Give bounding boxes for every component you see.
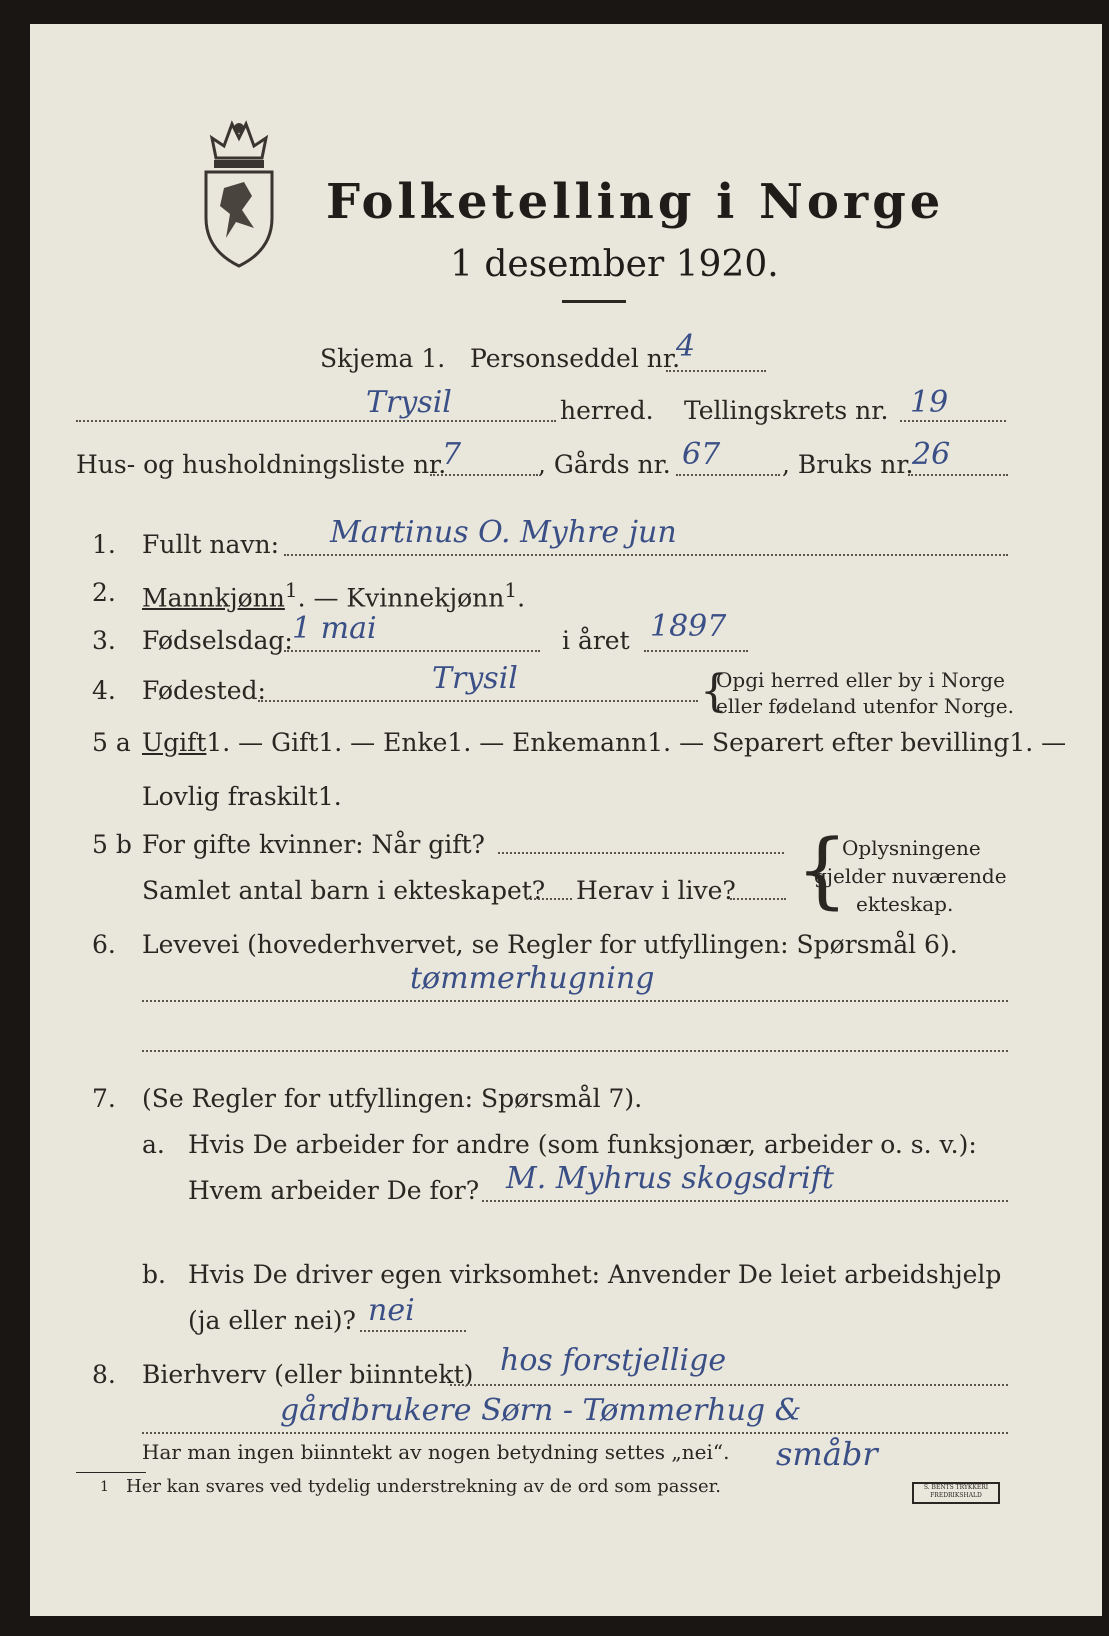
bruks-value[interactable]: 26	[912, 437, 951, 472]
hus-value[interactable]: 7	[442, 437, 462, 472]
printer-stamp	[912, 1482, 1000, 1504]
q7a-question: Hvem arbeider De for?	[188, 1176, 480, 1205]
herred-label: herred.	[560, 396, 654, 425]
q6-number: 6.	[92, 930, 116, 959]
q4-note-line2: eller fødeland utenfor Norge.	[716, 694, 1014, 718]
q8-line2	[142, 1432, 1008, 1434]
q5b-children-line	[526, 898, 572, 900]
q7b-question: (ja eller nei)?	[188, 1306, 356, 1335]
personseddel-value[interactable]: 4	[676, 329, 696, 364]
q5a-line2[interactable]: Lovlig fraskilt1.	[142, 782, 342, 811]
herred-line	[76, 420, 556, 422]
q7b-value[interactable]: nei	[368, 1293, 415, 1328]
q5a-other-options[interactable]: 1. — Gift1. — Enke1. — Enkemann1. — Separert efter bevilling1. —	[206, 728, 1067, 757]
skjema-label: Skjema 1.	[320, 344, 446, 373]
q5b-line1	[498, 852, 784, 854]
q6-label: Levevei (hovederhvervet, se Regler for utfyllingen: Spørsmål 6).	[142, 930, 958, 959]
footnote-rule	[76, 1472, 146, 1473]
gards-value[interactable]: 67	[682, 437, 721, 472]
q8-number: 8.	[92, 1360, 116, 1389]
footnote-mark: 1	[284, 578, 298, 602]
q7a-line	[482, 1200, 1008, 1202]
q5a-number: 5 a	[92, 728, 131, 757]
q3-line	[284, 650, 540, 652]
gards-line	[676, 474, 780, 476]
q7a-value[interactable]: M. Myhrus skogsdrift	[506, 1161, 834, 1196]
q8-value-line2[interactable]: gårdbrukere Sørn - Tømmerhug &	[280, 1393, 802, 1428]
census-date: 1 desember 1920.	[450, 244, 779, 285]
q4-label: Fødested:	[142, 676, 266, 705]
q3-value[interactable]: 1 mai	[292, 611, 377, 646]
q2-end: .	[517, 583, 526, 613]
q8-note: Har man ingen biinntekt av nogen betydning settes „nei“.	[142, 1440, 730, 1464]
q4-value[interactable]: Trysil	[432, 661, 518, 696]
q5b-note1: Oplysningene	[842, 836, 981, 860]
bruks-line	[908, 474, 1008, 476]
q5b-number: 5 b	[92, 830, 132, 859]
personseddel-label: Personseddel nr.	[470, 344, 681, 373]
q3-number: 3.	[92, 626, 116, 655]
q4-number: 4.	[92, 676, 116, 705]
footnote-text: Her kan svares ved tydelig understrekning av de ord som passer.	[126, 1476, 721, 1497]
q6-line1	[142, 1000, 1008, 1002]
q7b-line	[360, 1330, 466, 1332]
footnote-mark: 1	[100, 1479, 109, 1495]
bruks-label: , Bruks nr.	[782, 450, 914, 479]
tellingskrets-value[interactable]: 19	[910, 385, 949, 420]
coat-of-arms-icon	[196, 118, 282, 270]
q5b-note3: ekteskap.	[856, 892, 954, 916]
q5b-alive-label: Herav i live?	[576, 876, 736, 905]
q6-line2	[142, 1050, 1008, 1052]
q5b-label: For gifte kvinner: Når gift?	[142, 830, 485, 859]
q7b-letter: b.	[142, 1260, 166, 1289]
q2-number: 2.	[92, 578, 116, 607]
census-form	[30, 24, 1102, 1616]
option-mannkjonn[interactable]: Mannkjønn	[142, 583, 285, 613]
q8-line1	[450, 1384, 1008, 1386]
divider	[562, 300, 626, 303]
form-title: Folketelling i Norge	[326, 174, 945, 230]
q2-options	[142, 578, 526, 613]
q1-value[interactable]: Martinus O. Myhre jun	[330, 515, 677, 550]
q4-note-line1: Opgi herred eller by i Norge	[716, 668, 1005, 692]
q1-number: 1.	[92, 530, 116, 559]
option-ugift[interactable]: Ugift	[142, 728, 207, 757]
gards-label: , Gårds nr.	[538, 450, 671, 479]
q5b-brace: {	[796, 823, 849, 918]
q1-line	[284, 554, 1008, 556]
q3-year-line	[644, 650, 748, 652]
q4-line	[258, 700, 698, 702]
q3-label: Fødselsdag:	[142, 626, 293, 655]
tellingskrets-label: Tellingskrets nr.	[684, 396, 889, 425]
q7b-text: Hvis De driver egen virksomhet: Anvender De leiet arbeidshjelp	[188, 1260, 1002, 1289]
hus-label: Hus- og husholdningsliste nr.	[76, 450, 447, 479]
footnote-mark: 1	[504, 578, 518, 602]
q8-label: Bierhverv (eller biinntekt)	[142, 1360, 474, 1389]
hus-line	[430, 474, 538, 476]
q5b-note2: gjelder nuværende	[814, 864, 1007, 888]
stamp-text: S. BENTS TRYKKERI FREDRIKSHALD	[923, 1484, 989, 1499]
q8-value-line1[interactable]: hos forstjellige	[500, 1343, 727, 1378]
q3-year-label: i året	[562, 626, 630, 655]
q5b-children-label: Samlet antal barn i ekteskapet?	[142, 876, 546, 905]
q1-label: Fullt navn:	[142, 530, 280, 559]
q5b-alive-line	[730, 898, 786, 900]
q6-value[interactable]: tømmerhugning	[410, 961, 655, 996]
tellingskrets-line	[900, 420, 1006, 422]
q3-year-value[interactable]: 1897	[650, 609, 727, 644]
q4-brace: {	[700, 666, 728, 717]
herred-value[interactable]: Trysil	[366, 385, 452, 420]
q7a-letter: a.	[142, 1130, 165, 1159]
q7a-text: Hvis De arbeider for andre (som funksjonær, arbeider o. s. v.):	[188, 1130, 977, 1159]
q7-number: 7.	[92, 1084, 116, 1113]
option-kvinnekjonn[interactable]: . — Kvinnekjønn	[297, 583, 505, 613]
q7-label: (Se Regler for utfyllingen: Spørsmål 7).	[142, 1084, 643, 1113]
personseddel-line	[666, 370, 766, 372]
margin-note: småbr	[776, 1435, 878, 1473]
q5a-options	[142, 730, 1066, 755]
